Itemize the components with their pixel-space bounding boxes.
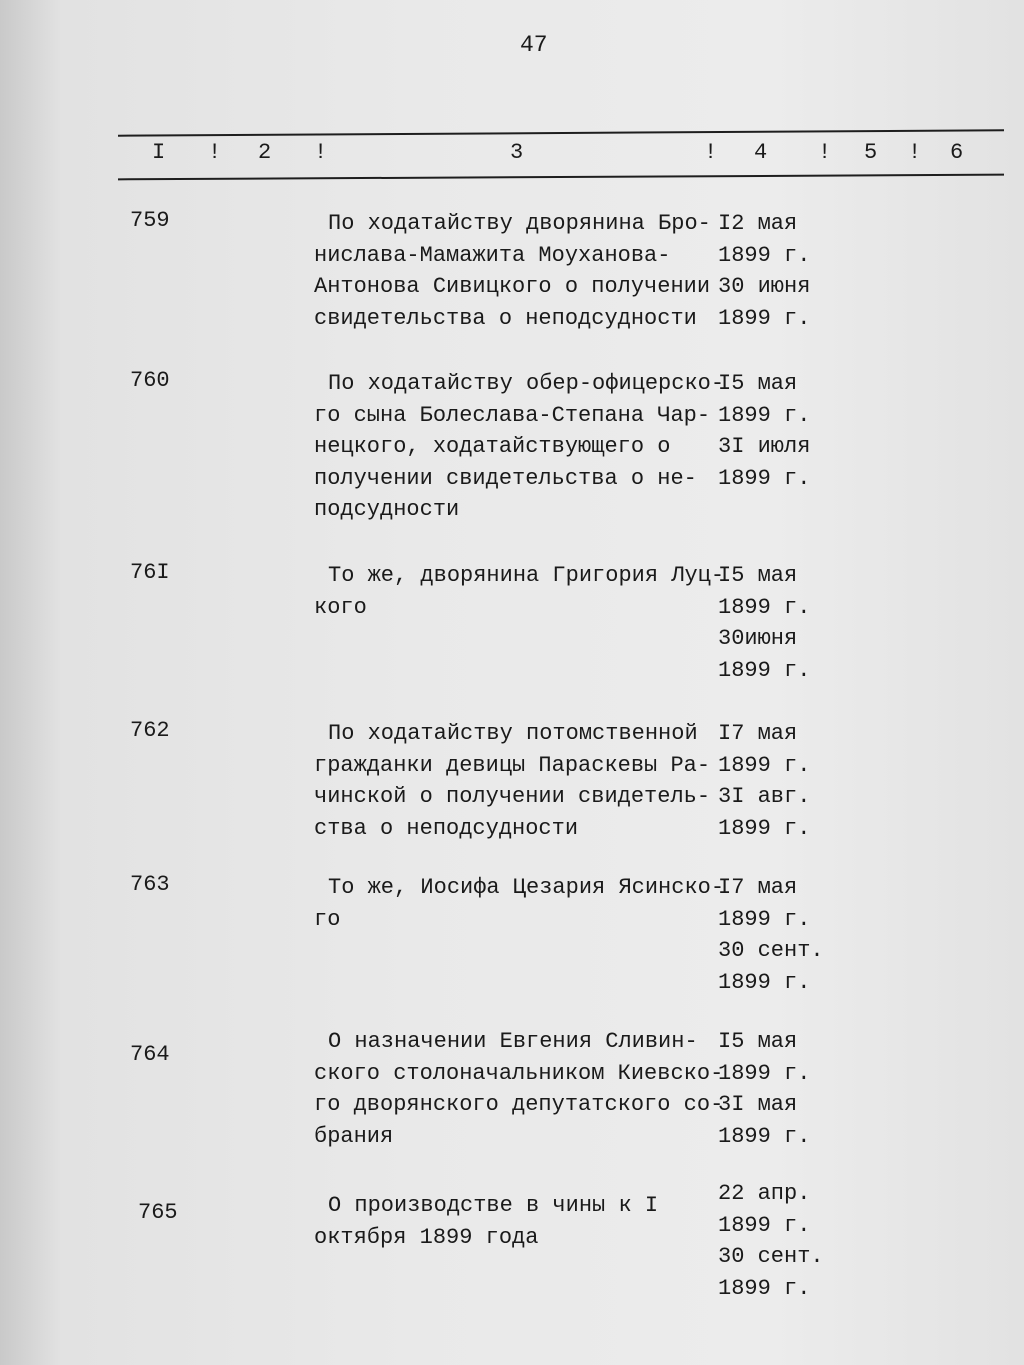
end-date: 3I июля xyxy=(718,434,811,459)
start-year: 1899 г. xyxy=(718,242,811,268)
column-separator: ! xyxy=(314,140,328,165)
entry-dates xyxy=(718,368,838,494)
entry-dates xyxy=(718,1178,838,1304)
description-line: Антонова Сивицкого о получении xyxy=(314,274,711,299)
table-header-rule xyxy=(118,174,1004,181)
entry-number: 763 xyxy=(130,872,170,897)
description-line: получении свидетельства о не- xyxy=(314,465,697,491)
end-year: 1899 г. xyxy=(718,657,811,683)
description-line: кого xyxy=(314,594,367,620)
column-header-3: 3 xyxy=(510,140,524,165)
description-line: го дворянского депутатского со- xyxy=(314,1092,724,1117)
start-year: 1899 г. xyxy=(718,752,811,778)
end-date: 3I мая xyxy=(718,1092,798,1117)
start-year: 1899 г. xyxy=(718,906,811,932)
start-date: I5 мая xyxy=(718,563,798,588)
start-date: I7 мая xyxy=(718,875,798,900)
end-date: 30июня xyxy=(718,626,798,651)
entry-number: 76I xyxy=(130,560,170,585)
description-line: То же, Иосифа Цезария Ясинско- xyxy=(328,875,725,900)
description-line: По ходатайству дворянина Бро- xyxy=(328,211,711,236)
entry-dates xyxy=(718,718,838,844)
description-line: подсудности xyxy=(314,497,460,522)
entry-dates xyxy=(718,872,838,998)
entry-description xyxy=(314,368,725,526)
column-separator: ! xyxy=(908,140,922,165)
end-date: 30 сент. xyxy=(718,938,824,963)
entry-number: 760 xyxy=(130,368,170,393)
entry-number: 765 xyxy=(138,1200,178,1225)
column-header-5: 5 xyxy=(864,140,878,165)
entry-number: 759 xyxy=(130,208,170,233)
column-header-6: 6 xyxy=(950,140,964,165)
start-year: 1899 г. xyxy=(718,1212,811,1238)
end-year: 1899 г. xyxy=(718,305,811,331)
column-header-1: I xyxy=(152,140,166,165)
end-date: 30 сент. xyxy=(718,1244,824,1269)
description-line: О назначении Евгения Сливин- xyxy=(328,1029,698,1054)
entry-description xyxy=(314,560,725,623)
start-year: 1899 г. xyxy=(718,1060,811,1086)
start-date: I2 мая xyxy=(718,211,798,236)
description-line: О производстве в чины к I xyxy=(328,1193,659,1218)
entry-number: 762 xyxy=(130,718,170,743)
description-line: нецкого, ходатайствующего о xyxy=(314,434,671,459)
description-line: нислава-Мамажита Моуханова- xyxy=(314,242,671,268)
table-top-rule xyxy=(118,129,1004,136)
end-year: 1899 г. xyxy=(718,1275,811,1301)
start-date: I7 мая xyxy=(718,721,798,746)
end-year: 1899 г. xyxy=(718,1123,811,1149)
description-line: ского столоначальником Киевско- xyxy=(314,1060,724,1086)
description-line: октября 1899 года xyxy=(314,1224,539,1250)
end-year: 1899 г. xyxy=(718,465,811,491)
entry-description xyxy=(314,1026,724,1152)
start-date: I5 мая xyxy=(718,1029,798,1054)
end-date: 3I авг. xyxy=(718,784,811,809)
column-separator: ! xyxy=(208,140,222,165)
description-line: По ходатайству обер-офицерско- xyxy=(328,371,725,396)
start-year: 1899 г. xyxy=(718,402,811,428)
end-year: 1899 г. xyxy=(718,815,811,841)
column-header-4: 4 xyxy=(754,140,768,165)
page-number: 47 xyxy=(520,32,548,58)
entry-description xyxy=(314,872,725,935)
end-date: 30 июня xyxy=(718,274,811,299)
column-separator: ! xyxy=(704,140,718,165)
entry-dates xyxy=(718,560,838,686)
start-year: 1899 г. xyxy=(718,594,811,620)
start-date: 22 апр. xyxy=(718,1181,811,1206)
description-line: го сына Болеслава-Степана Чар- xyxy=(314,402,711,428)
description-line: гражданки девицы Параскевы Ра- xyxy=(314,752,711,778)
table-header-row xyxy=(0,140,1024,174)
description-line: брания xyxy=(314,1123,394,1149)
end-year: 1899 г. xyxy=(718,969,811,995)
description-line: го xyxy=(314,906,341,932)
entry-dates xyxy=(718,1026,838,1152)
entry-description xyxy=(314,208,714,334)
description-line: ства о неподсудности xyxy=(314,815,579,841)
column-header-2: 2 xyxy=(258,140,272,165)
description-line: свидетельства о неподсудности xyxy=(314,305,697,331)
description-line: То же, дворянина Григория Луц- xyxy=(328,563,725,588)
start-date: I5 мая xyxy=(718,371,798,396)
column-separator: ! xyxy=(818,140,832,165)
entry-dates xyxy=(718,208,838,334)
description-line: чинской о получении свидетель- xyxy=(314,784,711,809)
entry-description xyxy=(314,718,714,844)
description-line: По ходатайству потомственной xyxy=(328,721,698,746)
entry-description xyxy=(314,1190,714,1253)
entry-number: 764 xyxy=(130,1042,170,1067)
